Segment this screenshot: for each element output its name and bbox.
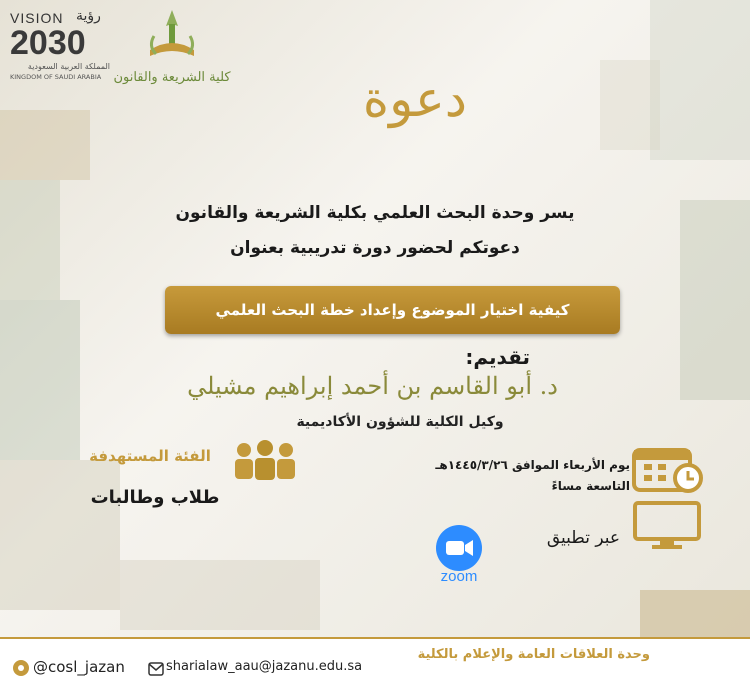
vision-country-en: KINGDOM OF SAUDI ARABIA xyxy=(10,73,102,81)
vision-number: 2030 xyxy=(10,24,86,62)
zoom-logo-icon xyxy=(435,524,483,572)
college-logo xyxy=(112,6,232,102)
social-icon xyxy=(12,659,30,677)
schedule-date: يوم الأربعاء الموافق ١٤٤٥/٣/٢٦هـ xyxy=(435,458,630,472)
footer-email[interactable]: sharialaw_aau@jazanu.edu.sa xyxy=(166,659,363,674)
course-title-banner xyxy=(165,286,620,334)
invitation-title: دعوة xyxy=(362,70,468,128)
presenter-name: د. أبو القاسم بن أحمد إبراهيم مشيلي xyxy=(187,372,558,400)
presenter-role: وكيل الكلية للشؤون الأكاديمية xyxy=(296,414,504,430)
monitor-icon xyxy=(632,500,702,550)
college-emblem-icon xyxy=(142,6,202,68)
vision-2030-logo xyxy=(10,8,120,81)
target-group-value: طلاب وطالبات xyxy=(90,487,220,508)
target-group-label: الفئة المستهدفة xyxy=(89,447,211,465)
course-title: كيفية اختيار الموضوع وإعداد خطة البحث العلمي xyxy=(215,301,570,319)
intro-line-2: دعوتكم لحضور دورة تدريبية بعنوان xyxy=(230,238,520,258)
vision-arabic: رؤية xyxy=(76,8,101,24)
schedule-time: التاسعة مساءً xyxy=(551,479,630,493)
footer-unit: وحدة العلاقات العامة والإعلام بالكلية xyxy=(417,647,650,662)
people-group-icon xyxy=(232,440,298,480)
email-icon xyxy=(148,661,164,675)
footer-bar xyxy=(0,637,750,691)
zoom-app-name: zoom xyxy=(440,568,478,585)
footer-social[interactable]: @cosl_jazan xyxy=(33,658,125,676)
vision-word: VISION xyxy=(10,10,64,26)
vision-country-ar: المملكة العربية السعودية xyxy=(27,62,110,71)
intro-line-1: يسر وحدة البحث العلمي بكلية الشريعة والقانون xyxy=(175,203,575,223)
college-logo-text: كلية الشريعة والقانون xyxy=(113,70,231,85)
calendar-clock-icon xyxy=(630,444,706,494)
platform-label: عبر تطبيق xyxy=(546,528,620,548)
presenter-label: تقديم: xyxy=(465,345,530,369)
